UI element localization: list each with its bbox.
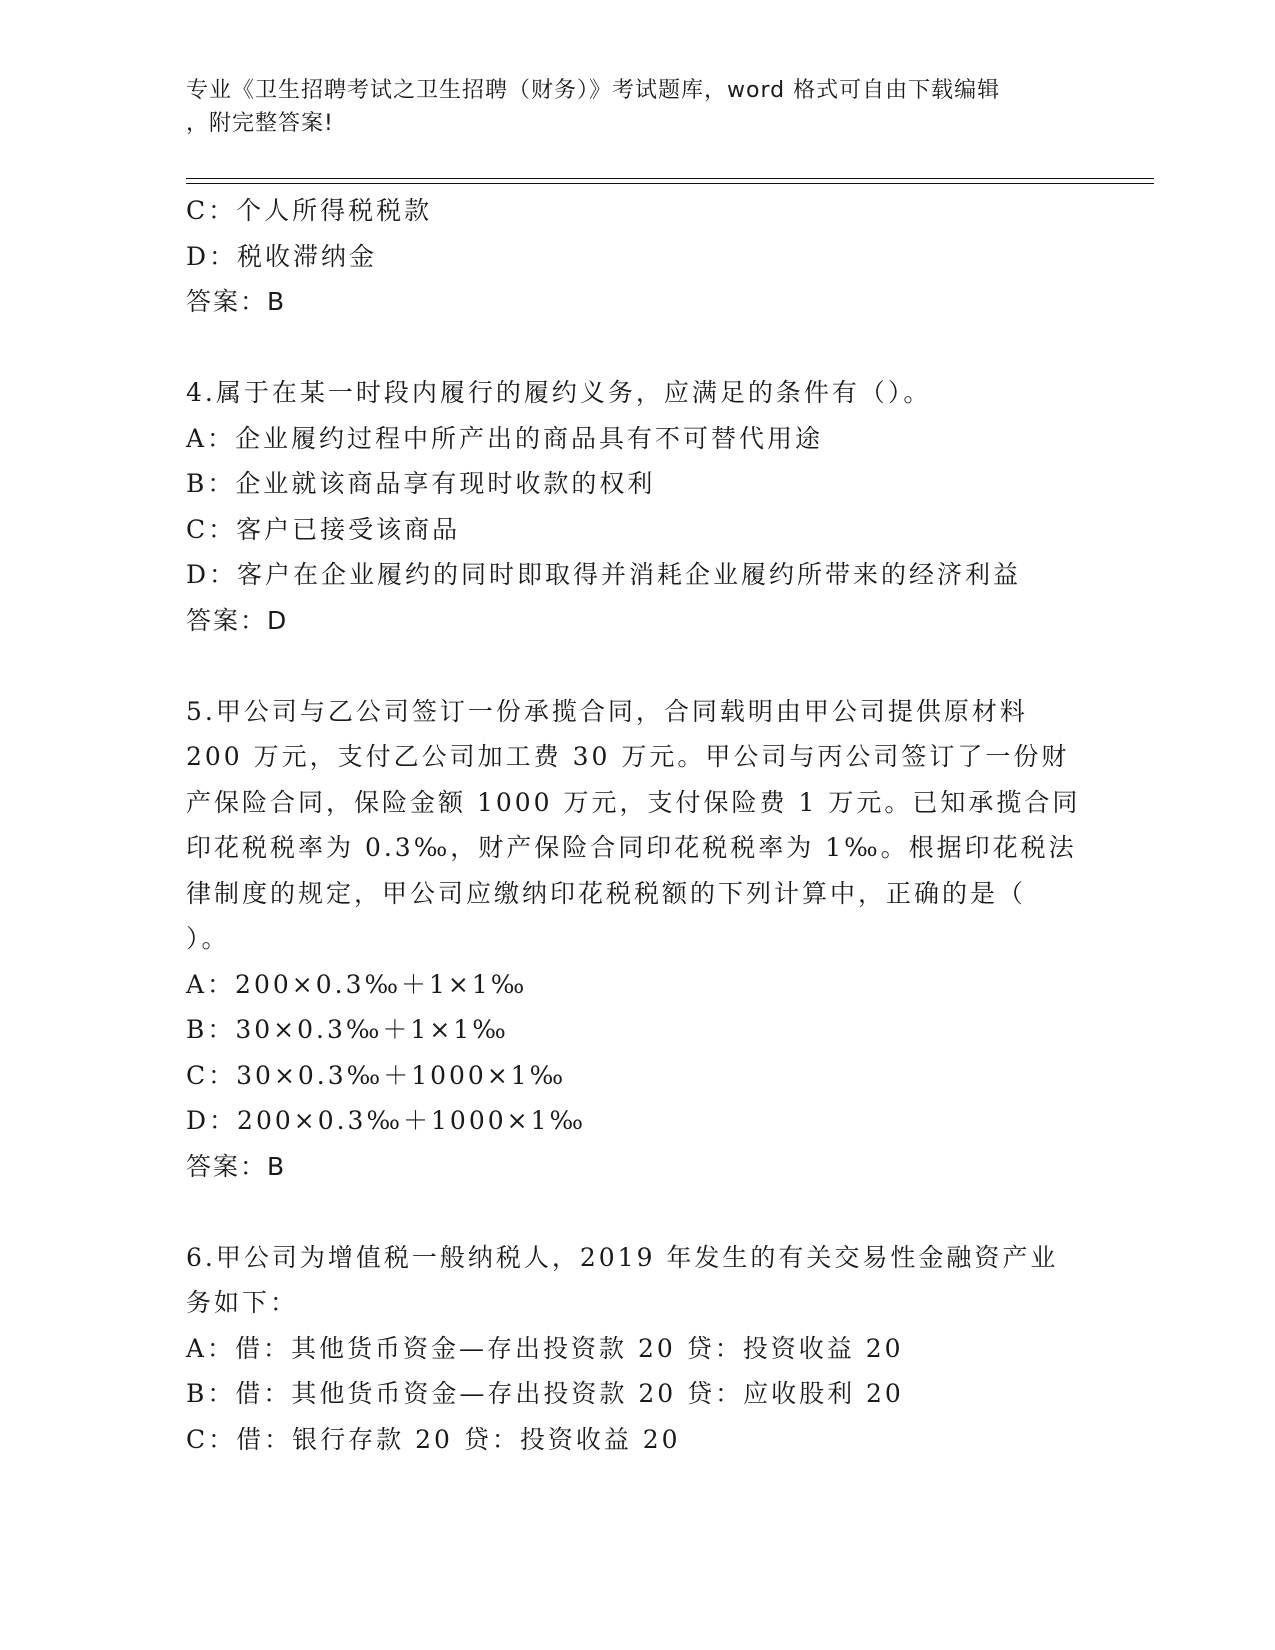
spacer bbox=[186, 643, 1086, 689]
option-line: C：客户已接受该商品 bbox=[186, 514, 461, 544]
question-stem: 5.甲公司与乙公司签订一份承揽合同，合同载明由甲公司提供原材料 bbox=[186, 696, 1028, 726]
header-rule-thick bbox=[186, 183, 1154, 184]
question-stem: 6.甲公司为增值税一般纳税人，2019 年发生的有关交易性金融资产业 bbox=[186, 1242, 1059, 1272]
spacer bbox=[186, 1189, 1086, 1235]
option-line: A：200×0.3‰＋1×1‰ bbox=[186, 969, 528, 999]
question-stem: 印花税税率为 0.3‰，财产保险合同印花税税率为 1‰。根据印花税法 bbox=[186, 833, 1077, 862]
option-line: A：企业履约过程中所产出的商品具有不可替代用途 bbox=[186, 423, 824, 453]
answer-line: 答案：D bbox=[186, 605, 289, 635]
question-stem: 律制度的规定，甲公司应缴纳印花税税额的下列计算中，正确的是（ bbox=[186, 878, 1027, 908]
option-line: C：个人所得税税款 bbox=[186, 196, 433, 225]
answer-line: 答案：B bbox=[186, 287, 287, 316]
question-content bbox=[186, 188, 1086, 1462]
question-stem: 200 万元，支付乙公司加工费 30 万元。甲公司与丙公司签订了一份财 bbox=[186, 742, 1070, 771]
option-line: A：借：其他货币资金—存出投资款 20 贷：投资收益 20 bbox=[186, 1333, 904, 1363]
option-line: B：企业就该商品享有现时收款的权利 bbox=[186, 469, 656, 498]
option-line: C：借：银行存款 20 贷：投资收益 20 bbox=[186, 1424, 681, 1454]
option-line: B：借：其他货币资金—存出投资款 20 贷：应收股利 20 bbox=[186, 1379, 904, 1408]
answer-line: 答案：B bbox=[186, 1151, 287, 1181]
option-line: D：税收滞纳金 bbox=[186, 241, 378, 271]
option-line: D：200×0.3‰＋1000×1‰ bbox=[186, 1106, 587, 1135]
question-stem: 产保险合同，保险金额 1000 万元，支付保险费 1 万元。已知承揽合同 bbox=[186, 787, 1081, 817]
option-line: C：30×0.3‰＋1000×1‰ bbox=[186, 1060, 567, 1090]
page-header-title: 专业《卫生招聘考试之卫生招聘（财务）》考试题库，word 格式可自由下载编辑 ，附完整答案! bbox=[186, 78, 1001, 136]
spacer bbox=[186, 325, 1086, 371]
option-line: B：30×0.3‰＋1×1‰ bbox=[186, 1015, 509, 1044]
question-stem: 4.属于在某一时段内履行的履约义务，应满足的条件有（）。 bbox=[186, 378, 932, 407]
question-stem: 务如下： bbox=[186, 1288, 299, 1317]
header-rule-thin bbox=[186, 178, 1154, 179]
option-line: D：客户在企业履约的同时即取得并消耗企业履约所带来的经济利益 bbox=[186, 560, 1022, 589]
question-stem: ）。 bbox=[186, 924, 230, 953]
